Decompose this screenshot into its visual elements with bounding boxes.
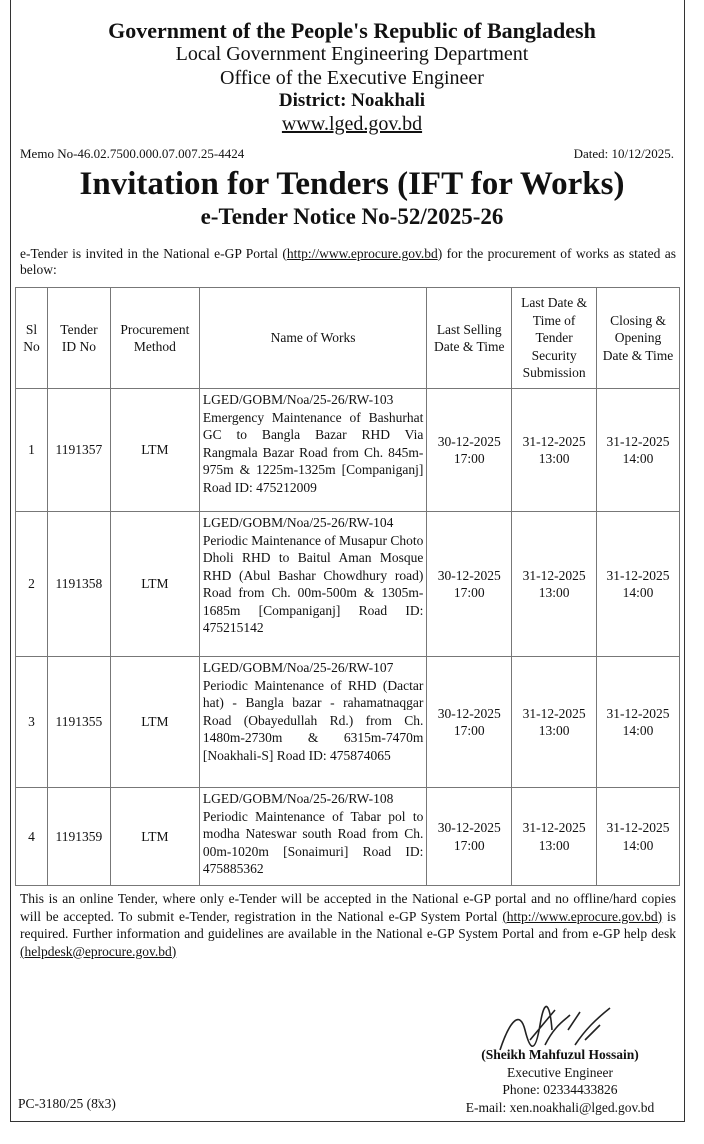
footer-part2: is required. Further information and guidelines are available in the National e-GP System Portal and from e-GP help desk	[20, 908, 676, 941]
closing-date-cell: 31-12-2025 14:00	[597, 512, 680, 657]
office-heading: Office of the Executive Engineer	[220, 67, 484, 89]
helpdesk-email-link[interactable]: (helpdesk@eprocure.gov.bd)	[20, 943, 177, 959]
method-cell: LTM	[110, 389, 199, 512]
selling-date-cell: 30-12-2025 17:00	[427, 657, 512, 788]
col-security: Last Date & Time of Tender Security Submission	[512, 288, 597, 389]
security-date-cell: 31-12-2025 13:00	[512, 657, 597, 788]
method-cell: LTM	[110, 657, 199, 788]
security-date-cell: 31-12-2025 13:00	[512, 512, 597, 657]
table-row	[16, 788, 680, 886]
method-cell: LTM	[110, 512, 199, 657]
closing-date-cell: 31-12-2025 14:00	[597, 389, 680, 512]
signatory-email[interactable]: E-mail: xen.noakhali@lged.gov.bd	[465, 1099, 655, 1115]
table-header-row	[16, 288, 680, 389]
work-name-cell: LGED/GOBM/Noa/25-26/RW-104 Periodic Maintenance of Musapur Choto Dholi RHD to Baitul Aman Mosque RHD (Abul Bashar Chowdhury road) Road from Ch. 00m-500m & 1305m-1685m [Companiganj] Road ID: 475215142	[199, 512, 427, 657]
footer-part1: This is an online Tender, where only e-Tender will be accepted in the National e-GP portal and no offline/hard copies will be accepted. To submit e-Tender, registration in the National e-GP System Portal	[20, 891, 676, 924]
security-date-cell: 31-12-2025 13:00	[512, 788, 597, 886]
work-name-cell: LGED/GOBM/Noa/25-26/RW-103 Emergency Maintenance of Bashurhat GC to Bangla Bazar RHD Via Rangmala Bazar Road from Ch. 845m-975m & 1225m-1325m [Companiganj] Road ID: 475212009	[199, 389, 427, 512]
table-row	[16, 512, 680, 657]
method-cell: LTM	[110, 788, 199, 886]
table-row	[16, 389, 680, 512]
notice-number: e-Tender Notice No-52/2025-26	[200, 204, 504, 229]
closing-date-cell: 31-12-2025 14:00	[597, 788, 680, 886]
col-selling: Last Selling Date & Time	[427, 288, 512, 389]
selling-date-cell: 30-12-2025 17:00	[427, 512, 512, 657]
tender-id-cell: 1191355	[47, 657, 110, 788]
tender-id-cell: 1191359	[47, 788, 110, 886]
footer-text	[20, 890, 676, 960]
sl-cell: 1	[16, 389, 48, 512]
closing-date-cell: 31-12-2025 14:00	[597, 657, 680, 788]
eprocure-link[interactable]: http://www.eprocure.gov.bd	[286, 246, 438, 261]
sl-cell: 2	[16, 512, 48, 657]
department-heading: Local Government Engineering Department	[175, 43, 529, 65]
district-heading: District: Noakhali	[278, 90, 426, 111]
website-link[interactable]: www.lged.gov.bd	[281, 113, 423, 135]
security-date-cell: 31-12-2025 13:00	[512, 389, 597, 512]
table-row	[16, 657, 680, 788]
intro-before: e-Tender is invited in the National e-GP Portal (	[20, 246, 287, 261]
col-tender-id: Tender ID No	[47, 288, 110, 389]
sl-cell: 4	[16, 788, 48, 886]
col-closing: Closing & Opening Date & Time	[597, 288, 680, 389]
signatory-designation: Executive Engineer	[506, 1064, 614, 1080]
page-title: Invitation for Tenders (IFT for Works)	[79, 166, 625, 202]
col-sl: Sl No	[16, 288, 48, 389]
signatory-name: (Sheikh Mahfuzul Hossain)	[481, 1047, 639, 1062]
col-method: Procurement Method	[110, 288, 199, 389]
col-works: Name of Works	[199, 288, 427, 389]
selling-date-cell: 30-12-2025 17:00	[427, 788, 512, 886]
selling-date-cell: 30-12-2025 17:00	[427, 389, 512, 512]
tender-id-cell: 1191357	[47, 389, 110, 512]
date: Dated: 10/12/2025.	[573, 146, 674, 161]
signatory-block	[440, 1046, 680, 1116]
tender-id-cell: 1191358	[47, 512, 110, 657]
work-name-cell: LGED/GOBM/Noa/25-26/RW-108 Periodic Maintenance of Tabar pol to modha Nateswar south Road from Ch. 00m-1020m [Sonaimuri] Road ID: 475885362	[199, 788, 427, 886]
government-heading: Government of the People's Republic of Bangladesh	[108, 18, 596, 43]
sl-cell: 3	[16, 657, 48, 788]
intro-text	[20, 246, 676, 278]
eprocure-link-footer[interactable]: (http://www.eprocure.gov.bd)	[502, 908, 663, 924]
intro-after: ) for the procurement of works as stated as below:	[20, 246, 676, 277]
memo-number: Memo No-46.02.7500.000.07.007.25-4424	[20, 146, 245, 161]
work-name-cell: LGED/GOBM/Noa/25-26/RW-107 Periodic Maintenance of RHD (Dactar hat) - Bangla bazar - rahamatnaqgar Road (Obayedullah Rd.) from Ch. 1480m-2730m & 6315m-7470m [Noakhali-S] Road ID: 475874065	[199, 657, 427, 788]
pc-code: PC-3180/25 (8̈x3)	[18, 1096, 116, 1111]
tender-table	[15, 287, 680, 886]
signatory-phone: Phone: 02334433826	[502, 1082, 618, 1097]
